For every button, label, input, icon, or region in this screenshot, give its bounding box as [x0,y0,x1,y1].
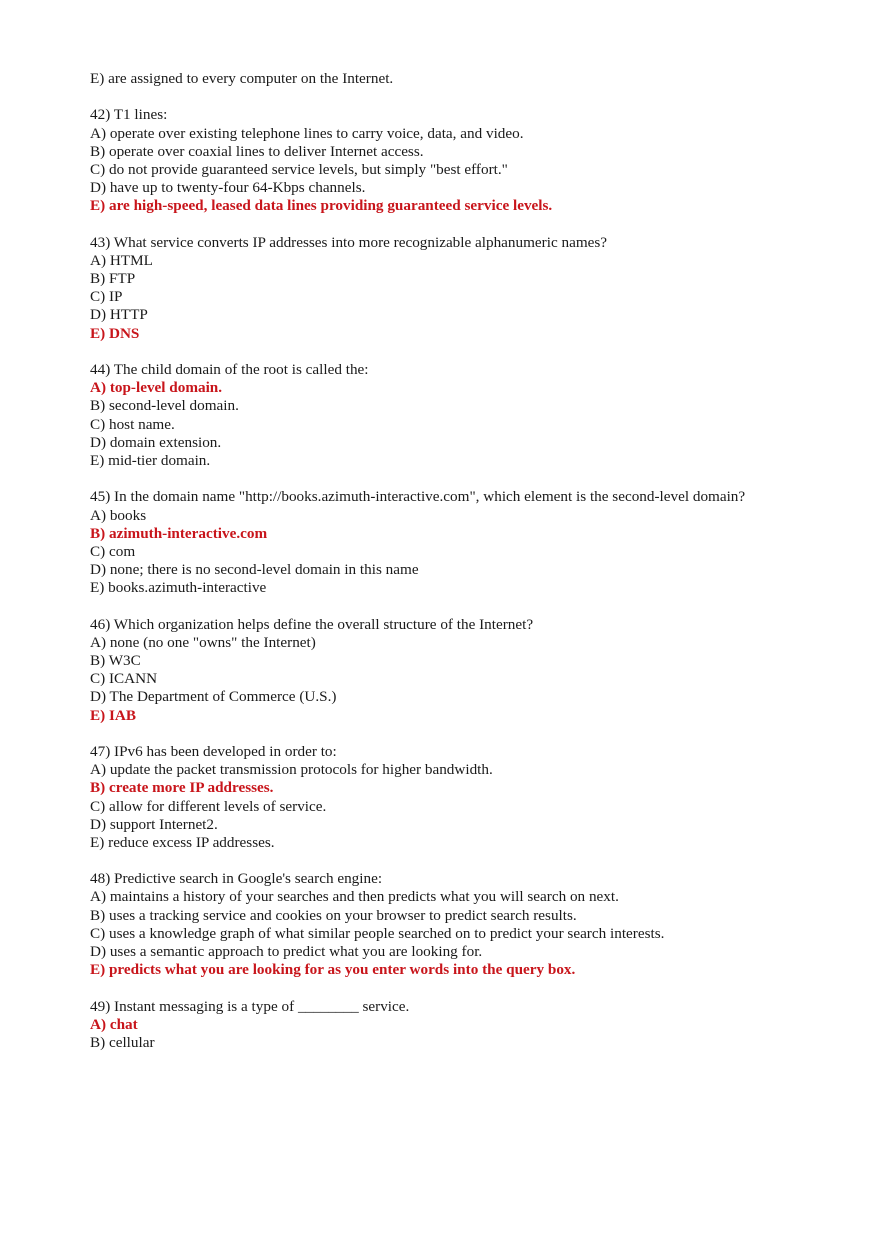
spacer [90,852,850,870]
question-block [90,870,850,979]
question-text: 44) The child domain of the root is called the: [90,361,369,378]
answer-option: D) domain extension. [90,433,222,451]
answer-option: A) none (no one "owns" the Internet) [90,633,316,651]
answer-option: B) uses a tracking service and cookies on your browser to predict search results. [90,906,577,924]
answer-option: A) update the packet transmission protocols for higher bandwidth. [90,761,493,779]
question-block [90,234,850,343]
question-block [90,488,850,597]
answer-option: A) maintains a history of your searches and then predicts what you will search on next. [90,888,619,906]
correct-answer-option: A) top-level domain. [90,379,223,397]
answer-option: D) support Internet2. [90,815,218,833]
answer-option: D) HTTP [90,306,148,324]
correct-answer-option: E) DNS [90,324,140,342]
correct-answer-option: B) azimuth-interactive.com [90,524,268,542]
question-block [90,998,850,1053]
spacer [90,979,850,997]
answer-option: B) FTP [90,270,136,288]
question-block [90,106,850,215]
answer-option: C) uses a knowledge graph of what similar people searched on to predict your search interests. [90,924,665,942]
question-text: 45) In the domain name "http://books.azimuth-interactive.com", which element is the second-level domain? [90,488,746,506]
question-text: 47) IPv6 has been developed in order to: [90,742,337,760]
correct-answer-option: E) predicts what you are looking for as you enter words into the query box. [90,961,576,979]
question-block [90,743,850,852]
question-block [90,361,850,470]
answer-option: D) uses a semantic approach to predict what you are looking for. [90,943,483,960]
spacer [90,343,850,361]
answer-option: A) operate over existing telephone lines to carry voice, data, and video. [90,124,524,142]
answer-option: C) ICANN [90,670,158,688]
question-text: 42) T1 lines: [90,106,168,124]
spacer [90,88,850,106]
correct-answer-option: B) create more IP addresses. [90,779,274,797]
answer-option: B) W3C [90,652,141,669]
quiz-page [90,70,850,1052]
question-text: 46) Which organization helps define the overall structure of the Internet? [90,615,534,633]
question-text: 49) Instant messaging is a type of ________ service. [90,997,410,1015]
answer-option: E) mid-tier domain. [90,451,211,469]
answer-option: A) HTML [90,251,153,269]
question-block [90,616,850,725]
answer-option: B) operate over coaxial lines to deliver Internet access. [90,142,424,160]
spacer [90,597,850,615]
question-text: 48) Predictive search in Google's search engine: [90,870,383,888]
answer-option: C) do not provide guaranteed service levels, but simply "best effort." [90,160,508,178]
answer-option: D) none; there is no second-level domain in this name [90,561,419,579]
answer-option: C) IP [90,288,123,306]
answer-option: E) reduce excess IP addresses. [90,833,275,851]
answer-option: D) The Department of Commerce (U.S.) [90,688,337,706]
question-list [90,106,850,1052]
correct-answer-option: E) are high-speed, leased data lines providing guaranteed service levels. [90,197,553,215]
answer-option: B) second-level domain. [90,397,239,415]
answer-option: E) books.azimuth-interactive [90,579,267,597]
answer-option: D) have up to twenty-four 64-Kbps channels. [90,179,366,197]
answer-option: A) books [90,506,147,524]
spacer [90,725,850,743]
spacer [90,470,850,488]
leading-answer-line: E) are assigned to every computer on the Internet. [90,70,394,87]
answer-option: B) cellular [90,1033,155,1051]
question-text: 43) What service converts IP addresses into more recognizable alphanumeric names? [90,233,608,251]
answer-option: C) allow for different levels of service. [90,797,327,815]
answer-option: C) host name. [90,415,175,433]
spacer [90,216,850,234]
correct-answer-option: A) chat [90,1015,138,1033]
answer-option: C) com [90,542,136,560]
correct-answer-option: E) IAB [90,706,136,724]
